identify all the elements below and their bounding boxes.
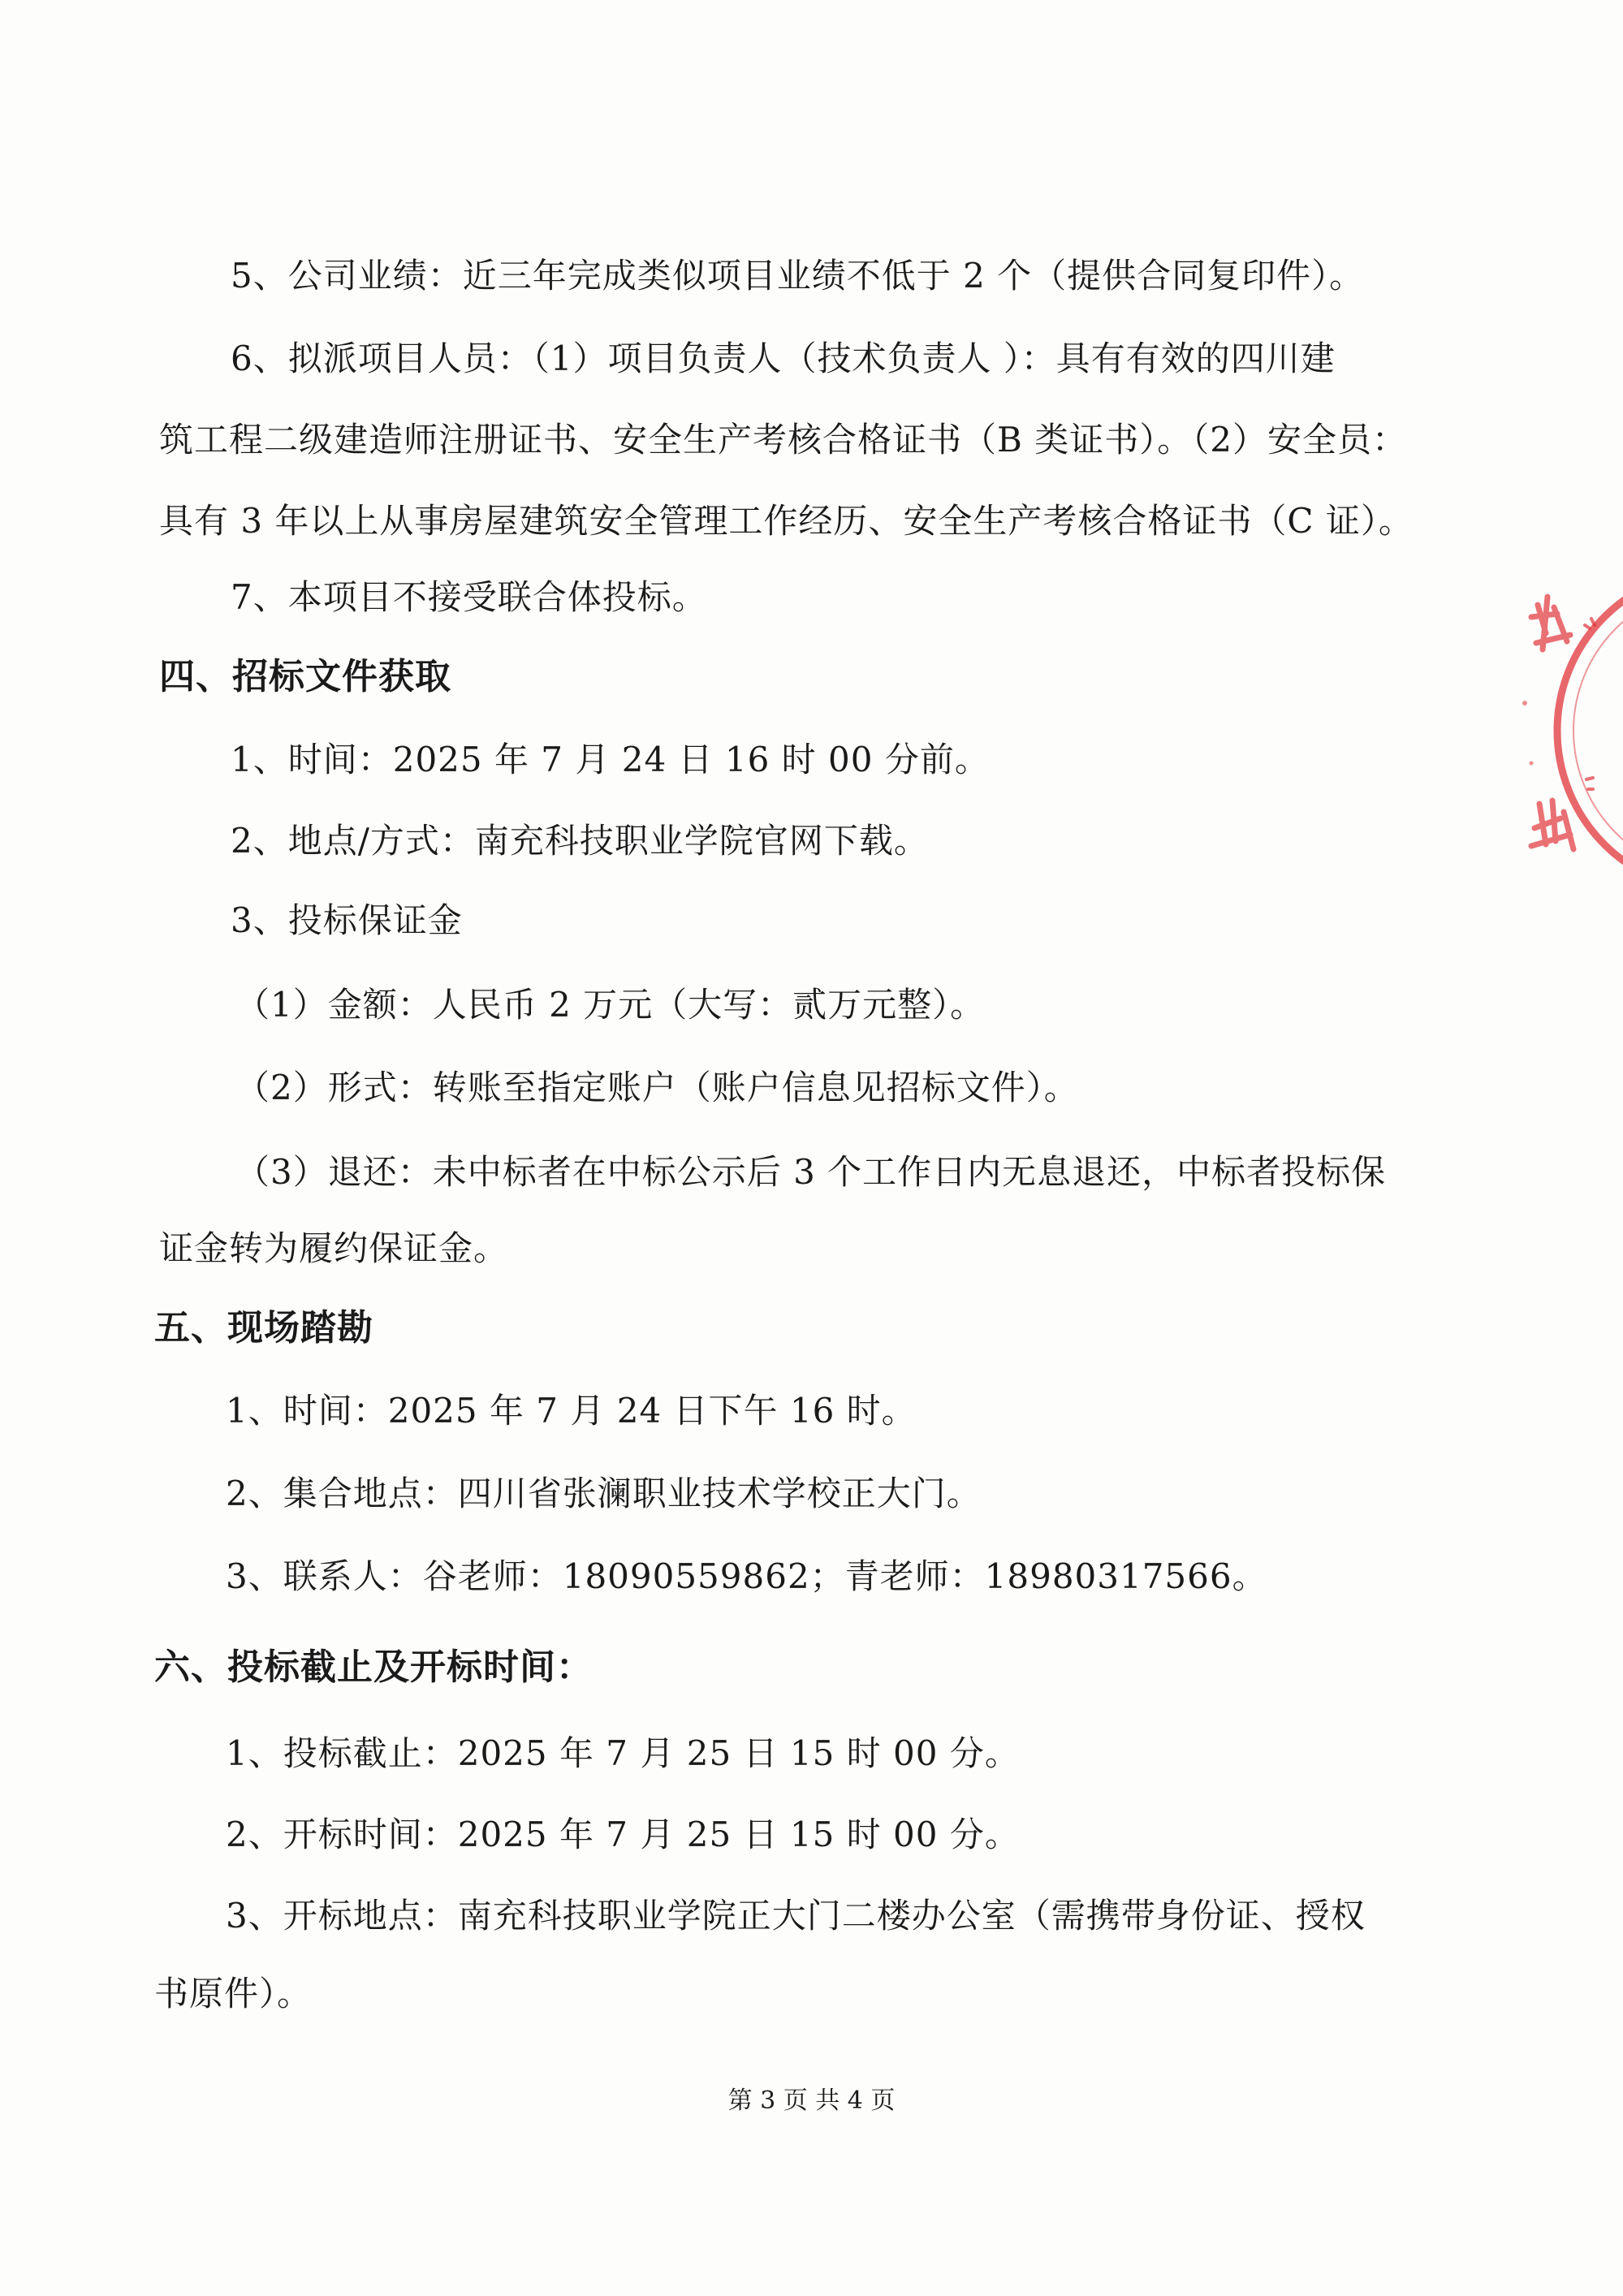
- page-footer: 第 3 页 共 4 页: [727, 2087, 896, 2115]
- section-4-item-3: 3、投标保证金: [231, 900, 463, 940]
- section-6-item-2: 2、开标时间：2025 年 7 月 25 日 15 时 00 分。: [226, 1815, 1020, 1854]
- section-6-heading: 六、投标截止及开标时间：: [154, 1646, 593, 1688]
- seal-inner-ring: [1573, 586, 1623, 875]
- paragraph-company-performance: 5、公司业绩：近三年完成类似项目业绩不低于 2 个（提供合同复印件）。: [231, 256, 1365, 296]
- section-4-sub-2: （2）形式：转账至指定账户（账户信息见招标文件）。: [235, 1068, 1079, 1107]
- seal-glyph-upper: [1531, 597, 1570, 650]
- section-6-item-3-line-2: 书原件）。: [154, 1974, 313, 2013]
- section-4-item-1: 1、时间：2025 年 7 月 24 日 16 时 00 分前。: [231, 740, 990, 779]
- section-5-item-2: 2、集合地点：四川省张澜职业技术学校正大门。: [226, 1474, 982, 1513]
- section-4-sub-1: （1）金额：人民币 2 万元（大写：贰万元整）。: [235, 985, 986, 1025]
- paragraph-personnel-line-2: 筑工程二级建造师注册证书、安全生产考核合格证书（B 类证书）。（2）安全员：: [159, 420, 1407, 460]
- official-seal-stamp: [1507, 560, 1623, 901]
- section-6-item-3-line-1: 3、开标地点：南充科技职业学院正大门二楼办公室（需携带身份证、授权: [226, 1896, 1366, 1936]
- seal-speck: [1530, 762, 1534, 766]
- seal-glyph-lower: [1531, 801, 1573, 849]
- seal-ink-specks: [1522, 701, 1534, 766]
- section-5-heading: 五、现场踏勘: [154, 1307, 373, 1349]
- section-5-item-3: 3、联系人：谷老师：18090559862；青老师：18980317566。: [226, 1556, 1267, 1596]
- paragraph-no-consortium: 7、本项目不接受联合体投标。: [231, 577, 707, 617]
- paragraph-personnel-line-1: 6、拟派项目人员：（1）项目负责人（技术负责人 ）：具有有效的四川建: [231, 339, 1336, 378]
- paragraph-personnel-line-3: 具有 3 年以上从事房屋建筑安全管理工作经历、安全生产考核合格证书（C 证）。: [159, 501, 1414, 541]
- section-4-sub-3-line-2: 证金转为履约保证金。: [159, 1228, 509, 1268]
- seal-speck: [1522, 701, 1527, 706]
- section-5-item-1: 1、时间：2025 年 7 月 24 日下午 16 时。: [226, 1391, 917, 1431]
- section-6-item-1: 1、投标截止：2025 年 7 月 25 日 15 时 00 分。: [226, 1733, 1020, 1773]
- section-4-item-2: 2、地点/方式：南充科技职业学院官网下载。: [231, 821, 929, 861]
- section-4-sub-3-line-1: （3）退还：未中标者在中标公示后 3 个工作日内无息退还，中标者投标保: [235, 1152, 1387, 1192]
- seal-stamp-graphic: [1507, 560, 1623, 901]
- section-4-heading: 四、招标文件获取: [159, 656, 451, 697]
